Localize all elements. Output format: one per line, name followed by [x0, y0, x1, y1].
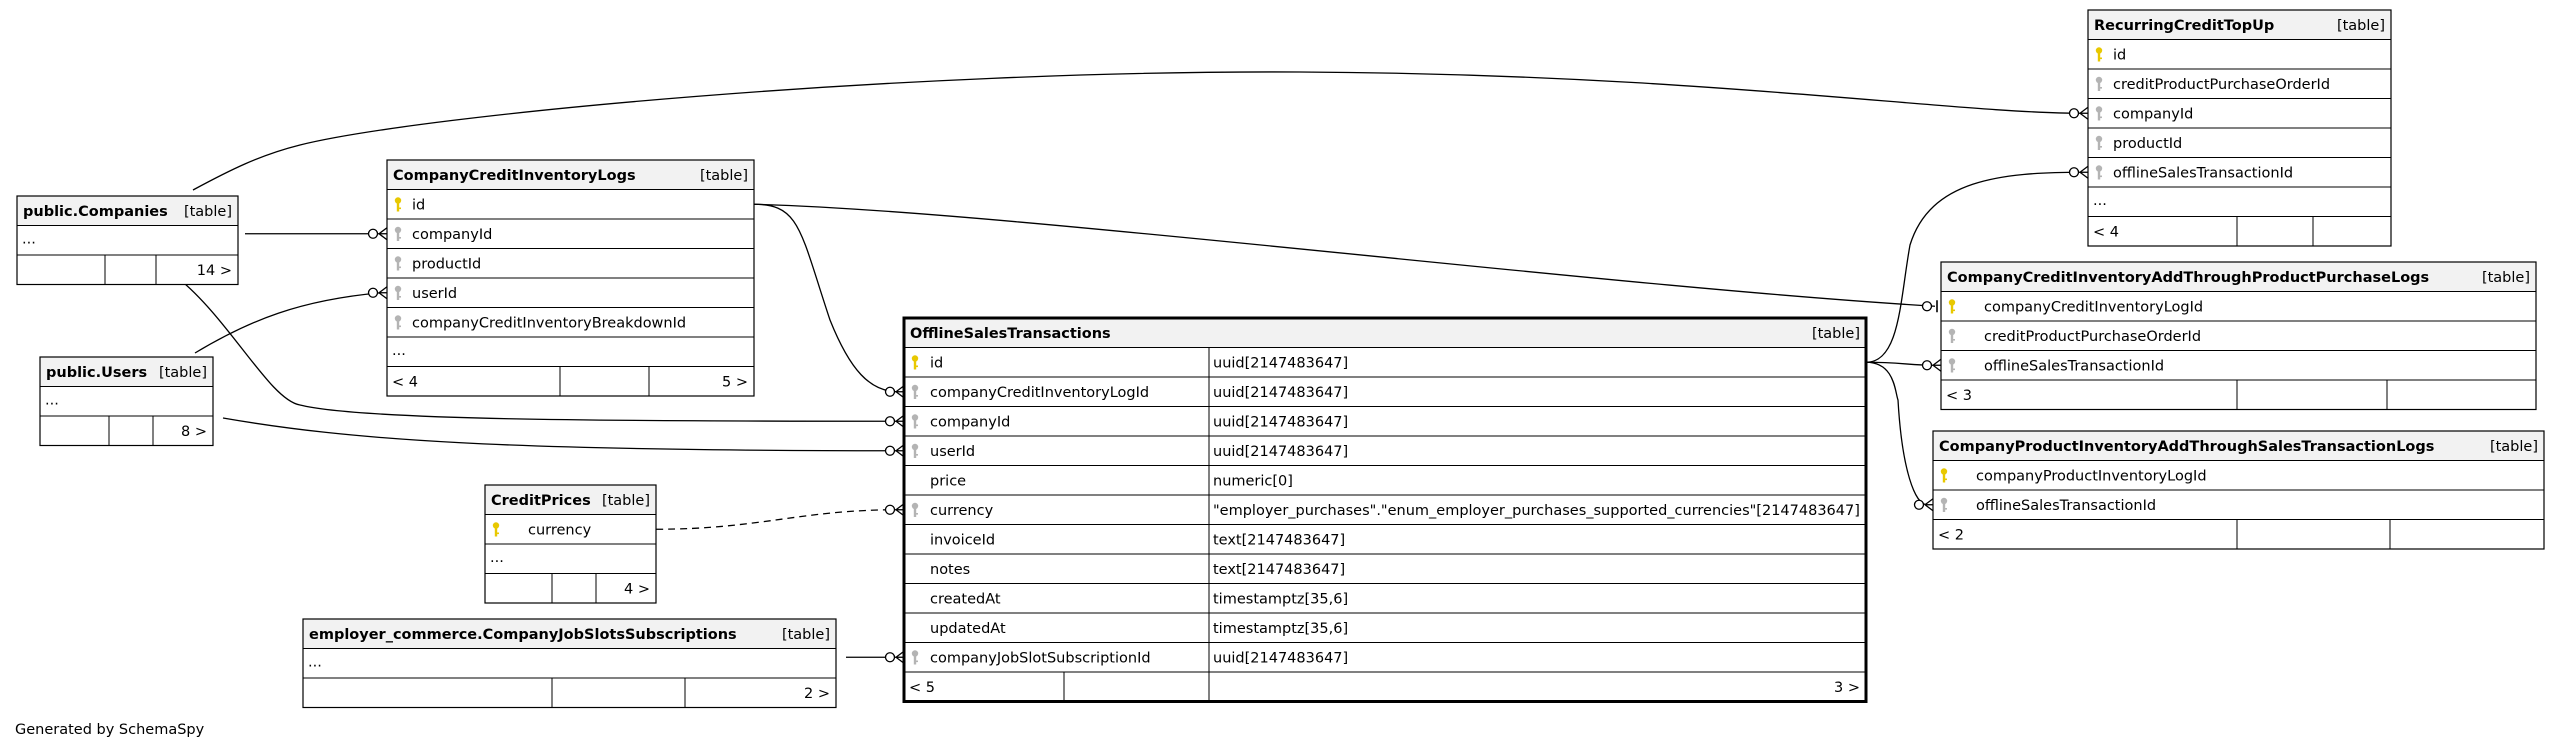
table-tag: [table] [2489, 439, 2538, 455]
column-name: price [930, 473, 967, 490]
table-name: RecurringCreditTopUp [2094, 18, 2275, 34]
child-count: 2 > [804, 686, 830, 702]
column-name: creditProductPurchaseOrderId [2113, 77, 2331, 93]
column-name: invoiceId [930, 532, 996, 549]
table-public-companies [17, 196, 238, 285]
edge-prices-to-transactions [656, 504, 904, 530]
table-tag: [table] [601, 493, 650, 509]
table-name: CompanyCreditInventoryAddThroughProductPurchaseLogs [1947, 270, 2430, 286]
column-name: companyCreditInventoryBreakdownId [412, 315, 687, 332]
column-name: id [930, 355, 944, 372]
table-name: employer_commerce.CompanyJobSlotsSubscriptions [309, 627, 737, 643]
table-offline-sales-transactions [904, 318, 1866, 702]
column-type: numeric[0] [1213, 473, 1293, 490]
table-name: CompanyCreditInventoryLogs [393, 168, 636, 184]
column-name: offlineSalesTransactionId [1976, 498, 2157, 514]
child-count: 3 > [1834, 680, 1860, 696]
table-name: OfflineSalesTransactions [910, 326, 1111, 342]
table-name: public.Users [46, 365, 148, 381]
table-tag: [table] [2336, 18, 2385, 34]
column-name: notes [930, 562, 971, 578]
column-type: uuid[2147483647] [1213, 650, 1349, 667]
edge-logs-to-addthrough-product [754, 204, 1937, 312]
more-columns-ellipsis: ... [45, 392, 59, 409]
table-name: public.Companies [23, 204, 168, 220]
column-name: id [2113, 47, 2127, 64]
column-name: companyJobSlotSubscriptionId [930, 650, 1151, 667]
table-name: CompanyProductInventoryAddThroughSalesTransactionLogs [1939, 439, 2435, 455]
column-name: companyId [930, 414, 1011, 431]
parent-count: < 2 [1938, 527, 1964, 544]
more-columns-ellipsis: ... [392, 343, 406, 359]
table-tag: [table] [183, 204, 232, 220]
column-type: uuid[2147483647] [1213, 414, 1349, 431]
column-name: companyCreditInventoryLogId [930, 385, 1150, 401]
edge-logs-to-transactions [754, 204, 904, 398]
column-type: uuid[2147483647] [1213, 385, 1349, 401]
edge-transactions-to-addthrough-product [1866, 359, 1941, 371]
child-count: 14 > [196, 263, 232, 279]
column-name: creditProductPurchaseOrderId [1984, 329, 2202, 345]
generated-by-label: Generated by SchemaSpy [15, 722, 205, 738]
child-count: 4 > [624, 581, 650, 598]
edge-users-to-logs-userId [195, 287, 387, 353]
edge-users-to-transactions [223, 418, 904, 457]
column-name: id [412, 197, 426, 214]
column-type: uuid[2147483647] [1213, 444, 1349, 460]
column-name: currency [528, 522, 592, 539]
edge-companies-to-logs-companyId [245, 228, 387, 240]
column-name: currency [930, 503, 994, 519]
table-public-users [40, 357, 213, 446]
more-columns-ellipsis: ... [2093, 193, 2107, 209]
column-name: updatedAt [930, 621, 1006, 637]
column-type: "employer_purchases"."enum_employer_purchases_supported_currencies"[2147483647] [1213, 503, 1860, 519]
table-tag: [table] [781, 627, 830, 643]
column-name: userId [930, 444, 976, 460]
more-columns-ellipsis: ... [490, 550, 504, 566]
parent-count: < 4 [392, 374, 418, 391]
column-type: timestamptz[35,6] [1213, 591, 1349, 608]
column-name: offlineSalesTransactionId [1984, 358, 2165, 375]
parent-count: < 3 [1946, 388, 1972, 404]
table-company-product-inventory-add-through-sales-transaction-logs [1933, 431, 2544, 549]
parent-count: < 4 [2093, 224, 2119, 241]
edge-transactions-to-addthrough-sales [1866, 362, 1933, 511]
column-type: text[2147483647] [1213, 532, 1346, 549]
column-type: uuid[2147483647] [1213, 355, 1349, 372]
more-columns-ellipsis: ... [22, 231, 36, 248]
child-count: 5 > [722, 374, 748, 391]
column-name: companyProductInventoryLogId [1976, 468, 2207, 485]
parent-count: < 5 [909, 680, 935, 696]
column-name: companyId [2113, 106, 2194, 123]
column-name: productId [2113, 136, 2183, 152]
column-name: offlineSalesTransactionId [2113, 165, 2294, 182]
column-type: timestamptz[35,6] [1213, 621, 1349, 637]
table-credit-prices [485, 485, 656, 603]
column-name: companyCreditInventoryLogId [1984, 299, 2204, 316]
column-name: userId [412, 286, 458, 302]
table-name: CreditPrices [491, 493, 591, 509]
column-name: productId [412, 256, 482, 273]
child-count: 8 > [181, 424, 207, 440]
column-type: text[2147483647] [1213, 562, 1346, 578]
edge-jobslots-to-transactions [846, 651, 904, 663]
table-company-credit-inventory-logs [387, 160, 754, 396]
table-company-credit-inventory-add-through-product-purchase-logs [1941, 262, 2536, 410]
table-tag: [table] [2481, 270, 2530, 286]
table-company-job-slots-subscriptions [303, 619, 836, 708]
column-name: companyId [412, 227, 493, 243]
column-name: createdAt [930, 591, 1001, 608]
table-tag: [table] [158, 365, 207, 381]
tables-layer [17, 10, 2544, 708]
more-columns-ellipsis: ... [308, 654, 322, 671]
table-recurring-credit-top-up [2088, 10, 2391, 246]
table-tag: [table] [1811, 326, 1860, 342]
table-tag: [table] [699, 168, 748, 184]
